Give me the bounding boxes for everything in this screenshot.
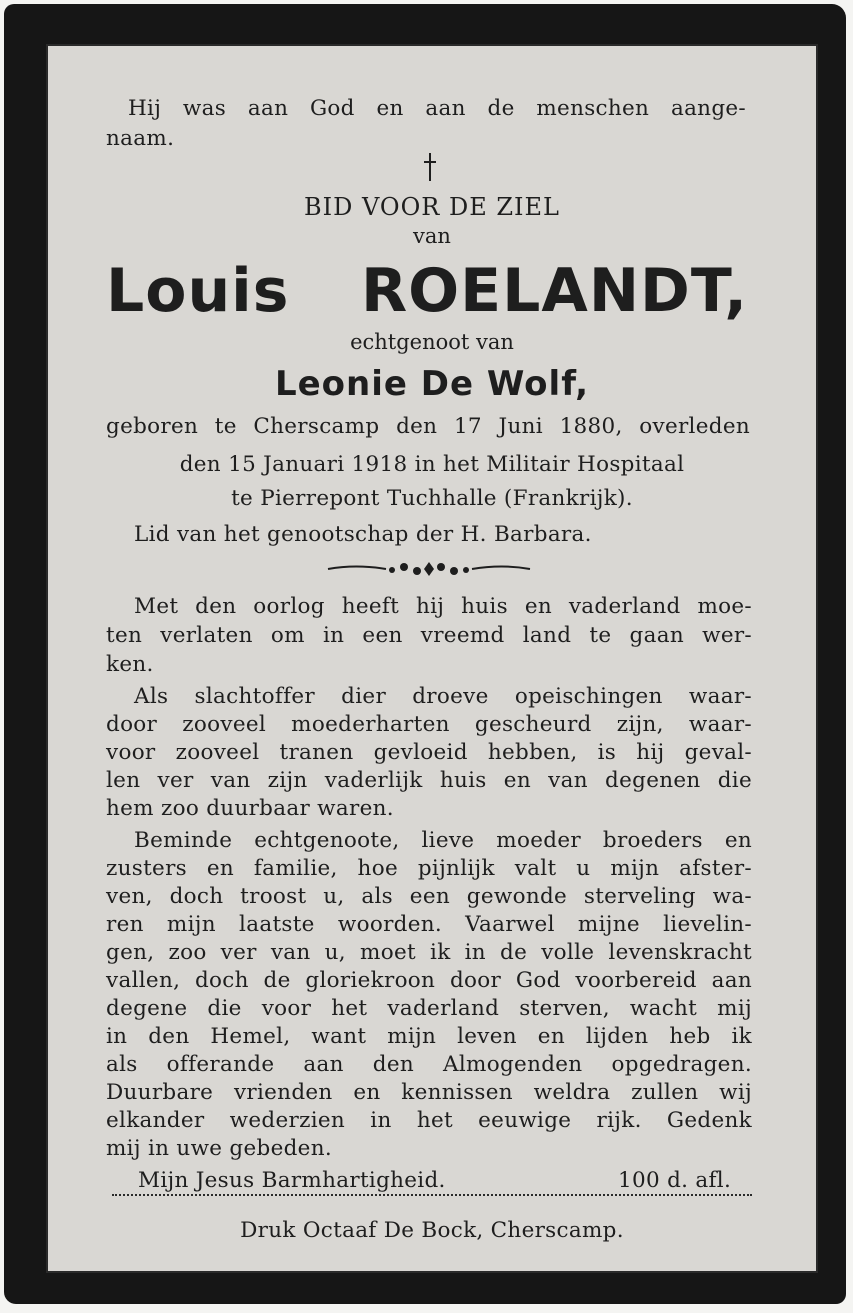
paragraph3-line-1: Beminde echtgenoote, lieve moeder broeders en: [134, 828, 752, 853]
paragraph3-line-5: gen, zoo ver van u, moet ik in de volle levenskracht: [106, 940, 752, 965]
closing-invocation: Mijn Jesus Barmhartigheid.: [138, 1168, 446, 1193]
deceased-first-name: Louis: [106, 256, 290, 326]
indulgence-note: 100 d. afl.: [618, 1168, 732, 1193]
paragraph1-line-2: ten verlaten om in een vreemd land te gaan wer-: [106, 623, 752, 648]
paragraph3-line-2: zusters en familie, hoe pijnlijk valt u mijn afster-: [106, 856, 752, 881]
deceased-last-name: ROELANDT,: [360, 256, 748, 326]
printer-line: Druk Octaaf De Bock, Cherscamp.: [240, 1218, 624, 1243]
paragraph3-line-8: in den Hemel, want mijn leven en lijden heb ik: [106, 1024, 752, 1049]
paragraph3-line-7: degene die voor het vaderland sterven, wacht mij: [106, 996, 752, 1021]
ornament-divider-icon: [326, 558, 532, 580]
paragraph3-line-10: Duurbare vrienden en kennissen weldra zullen wij: [106, 1080, 752, 1105]
header-line-2: naam.: [106, 126, 175, 151]
cross-icon: [423, 151, 437, 183]
header-line-1: Hij was aan God en aan de menschen aange-: [128, 96, 746, 121]
paragraph2-line-3: voor zooveel tranen gevloeid hebben, is hij geval-: [106, 740, 752, 765]
deceased-name: [106, 256, 748, 326]
paragraph3-line-3: ven, doch troost u, als een gewonde sterveling wa-: [106, 884, 752, 909]
paragraph2-line-5: hem zoo duurbaar waren.: [106, 796, 394, 821]
details-line-1: geboren te Cherscamp den 17 Juni 1880, overleden: [106, 414, 750, 439]
card-panel: [48, 46, 816, 1271]
paragraph2-line-4: len ver van zijn vaderlijk huis en van degenen die: [106, 768, 752, 793]
paragraph3-line-4: ren mijn laatste woorden. Vaarwel mijne lievelin-: [106, 912, 752, 937]
prayer-heading: BID VOOR DE ZIEL: [304, 193, 560, 221]
paragraph3-line-9: als offerande aan den Almogenden opgedragen.: [106, 1052, 752, 1077]
paragraph3-line-12: mij in uwe gebeden.: [106, 1136, 332, 1161]
paragraph2-line-1: Als slachtoffer dier droeve opeischingen waar-: [134, 684, 752, 709]
prayer-van: van: [413, 224, 451, 248]
paragraph1-line-3: ken.: [106, 652, 154, 677]
paragraph3-line-11: elkander wederzien in het eeuwige rijk. Gedenk: [106, 1108, 752, 1133]
paragraph3-line-6: vallen, doch de gloriekroon door God voorbereid aan: [106, 968, 752, 993]
dotted-divider: [112, 1194, 752, 1196]
details-line-4: Lid van het genootschap der H. Barbara.: [134, 522, 592, 547]
paragraph2-line-2: door zooveel moederharten gescheurd zijn, waar-: [106, 712, 752, 737]
paragraph1-line-1: Met den oorlog heeft hij huis en vaderland moe-: [134, 594, 752, 619]
details-line-3: te Pierrepont Tuchhalle (Frankrijk).: [231, 486, 633, 511]
spouse-name: Leonie De Wolf,: [274, 364, 590, 404]
details-line-2: den 15 Januari 1918 in het Militair Hospitaal: [179, 452, 685, 477]
memorial-card: [4, 4, 846, 1304]
spouse-label: echtgenoot van: [350, 330, 514, 354]
